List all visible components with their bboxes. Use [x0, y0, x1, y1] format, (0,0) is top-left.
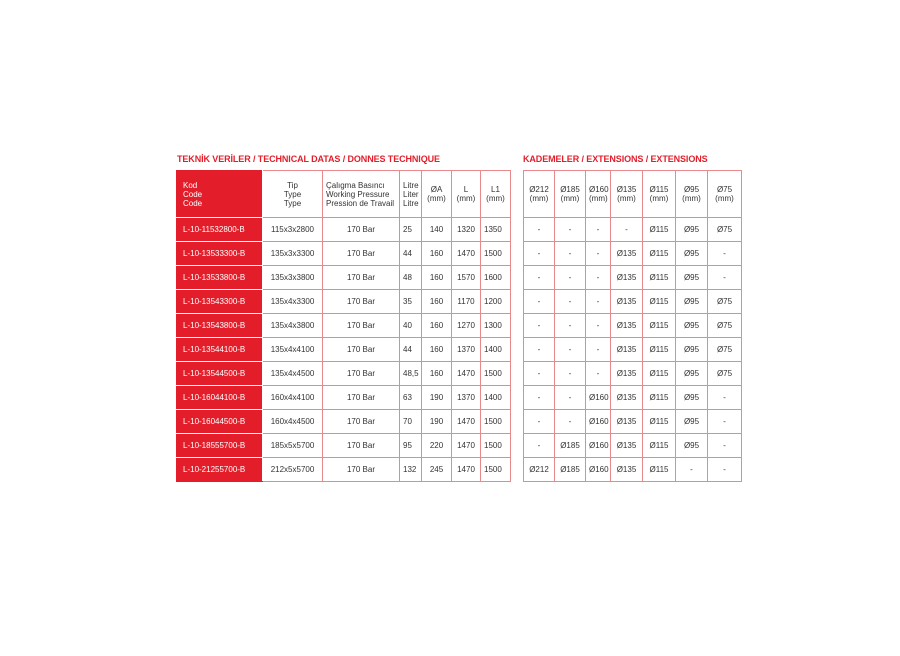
- type-cell: 115x3x2800: [263, 218, 323, 242]
- extension-cell: -: [611, 218, 643, 242]
- pressure-cell: 170 Bar: [323, 314, 400, 338]
- ext-header-95: Ø95 (mm): [676, 171, 708, 218]
- extension-cell: Ø95: [676, 362, 708, 386]
- code-cell: L-10-13533800-B: [177, 266, 263, 290]
- table-row: [177, 314, 511, 338]
- extension-cell: Ø160: [586, 434, 611, 458]
- code-cell: L-10-16044100-B: [177, 386, 263, 410]
- extension-cell: Ø135: [611, 290, 643, 314]
- extension-cell: Ø95: [676, 338, 708, 362]
- length-l1-cell: 1500: [481, 434, 511, 458]
- extension-cell: Ø185: [555, 434, 586, 458]
- volume-cell: 44: [400, 242, 422, 266]
- diameter-a-cell: 160: [422, 314, 452, 338]
- table-row: [177, 266, 511, 290]
- diameter-a-cell: 190: [422, 410, 452, 434]
- table-row: [177, 410, 511, 434]
- ext-header-115: Ø115 (mm): [643, 171, 676, 218]
- extension-cell: Ø95: [676, 266, 708, 290]
- extension-cell: -: [586, 338, 611, 362]
- pressure-cell: 170 Bar: [323, 458, 400, 482]
- extension-cell: Ø95: [676, 290, 708, 314]
- extension-cell: Ø95: [676, 434, 708, 458]
- code-cell: L-10-11532800-B: [177, 218, 263, 242]
- extension-cell: Ø115: [643, 410, 676, 434]
- extension-cell: Ø212: [524, 458, 555, 482]
- technical-data-table: [176, 170, 511, 482]
- volume-cell: 63: [400, 386, 422, 410]
- ext-header-75: Ø75 (mm): [708, 171, 742, 218]
- code-cell: L-10-13543300-B: [177, 290, 263, 314]
- extension-cell: Ø135: [611, 434, 643, 458]
- extension-cell: -: [524, 410, 555, 434]
- extension-row: [524, 218, 742, 242]
- table-row: [177, 290, 511, 314]
- length-l-cell: 1470: [452, 242, 481, 266]
- extension-cell: Ø75: [708, 218, 742, 242]
- length-l-header: L (mm): [452, 171, 481, 218]
- pressure-cell: 170 Bar: [323, 434, 400, 458]
- volume-header: Litre Liter Litre: [400, 171, 422, 218]
- length-l-cell: 1370: [452, 386, 481, 410]
- pressure-cell: 170 Bar: [323, 218, 400, 242]
- type-cell: 185x5x5700: [263, 434, 323, 458]
- diameter-a-cell: 245: [422, 458, 452, 482]
- table-row: [177, 386, 511, 410]
- type-cell: 160x4x4100: [263, 386, 323, 410]
- extensions-header-row: [524, 171, 742, 218]
- extension-cell: Ø135: [611, 266, 643, 290]
- code-cell: L-10-21255700-B: [177, 458, 263, 482]
- diameter-a-cell: 160: [422, 290, 452, 314]
- extension-cell: -: [676, 458, 708, 482]
- length-l-cell: 1370: [452, 338, 481, 362]
- ext-header-160: Ø160 (mm): [586, 171, 611, 218]
- ext-header-212: Ø212 (mm): [524, 171, 555, 218]
- table-row: [177, 458, 511, 482]
- extension-cell: Ø160: [586, 410, 611, 434]
- extension-cell: Ø135: [611, 410, 643, 434]
- length-l-cell: 1170: [452, 290, 481, 314]
- extension-cell: Ø135: [611, 314, 643, 338]
- extension-cell: Ø75: [708, 290, 742, 314]
- extension-cell: -: [555, 290, 586, 314]
- diameter-a-cell: 160: [422, 362, 452, 386]
- extension-cell: Ø75: [708, 362, 742, 386]
- extension-cell: -: [555, 266, 586, 290]
- extension-cell: Ø135: [611, 338, 643, 362]
- extension-cell: Ø160: [586, 386, 611, 410]
- extension-cell: Ø75: [708, 338, 742, 362]
- extension-cell: -: [586, 266, 611, 290]
- extension-row: [524, 242, 742, 266]
- technical-data-title: TEKNİK VERİLER / TECHNICAL DATAS / DONNES TECHNIQUE: [177, 154, 440, 164]
- volume-cell: 44: [400, 338, 422, 362]
- diameter-a-cell: 140: [422, 218, 452, 242]
- volume-cell: 25: [400, 218, 422, 242]
- type-cell: 160x4x4500: [263, 410, 323, 434]
- extension-row: [524, 362, 742, 386]
- extension-cell: -: [524, 434, 555, 458]
- table-row: [177, 434, 511, 458]
- technical-header-row: [177, 171, 511, 218]
- type-header: Tip Type Type: [263, 171, 323, 218]
- extension-cell: Ø135: [611, 362, 643, 386]
- extension-cell: -: [586, 290, 611, 314]
- extension-cell: Ø135: [611, 386, 643, 410]
- extension-cell: -: [586, 362, 611, 386]
- code-cell: L-10-18555700-B: [177, 434, 263, 458]
- extension-cell: -: [555, 362, 586, 386]
- type-cell: 135x4x3800: [263, 314, 323, 338]
- extension-cell: Ø160: [586, 458, 611, 482]
- type-cell: 212x5x5700: [263, 458, 323, 482]
- type-cell: 135x3x3300: [263, 242, 323, 266]
- ext-header-135: Ø135 (mm): [611, 171, 643, 218]
- length-l1-cell: 1300: [481, 314, 511, 338]
- length-l1-cell: 1500: [481, 410, 511, 434]
- extension-cell: Ø135: [611, 242, 643, 266]
- pressure-cell: 170 Bar: [323, 386, 400, 410]
- extension-cell: -: [708, 266, 742, 290]
- pressure-cell: 170 Bar: [323, 362, 400, 386]
- pressure-cell: 170 Bar: [323, 266, 400, 290]
- volume-cell: 35: [400, 290, 422, 314]
- extension-cell: Ø115: [643, 386, 676, 410]
- table-row: [177, 242, 511, 266]
- diameter-a-cell: 190: [422, 386, 452, 410]
- extension-cell: Ø95: [676, 314, 708, 338]
- length-l1-cell: 1400: [481, 338, 511, 362]
- extensions-table: [523, 170, 742, 482]
- pressure-header: Çalıgma Basıncı Working Pressure Pression de Travail: [323, 171, 400, 218]
- type-cell: 135x4x4500: [263, 362, 323, 386]
- extension-cell: -: [586, 218, 611, 242]
- extension-cell: -: [524, 386, 555, 410]
- extension-cell: -: [555, 386, 586, 410]
- code-cell: L-10-16044500-B: [177, 410, 263, 434]
- table-row: [177, 338, 511, 362]
- length-l-cell: 1320: [452, 218, 481, 242]
- extension-cell: -: [524, 338, 555, 362]
- extension-cell: Ø115: [643, 338, 676, 362]
- extension-cell: -: [555, 314, 586, 338]
- extension-cell: Ø115: [643, 458, 676, 482]
- extension-cell: -: [524, 290, 555, 314]
- length-l-cell: 1470: [452, 434, 481, 458]
- extension-row: [524, 314, 742, 338]
- extension-cell: Ø115: [643, 218, 676, 242]
- code-cell: L-10-13544100-B: [177, 338, 263, 362]
- length-l1-cell: 1500: [481, 362, 511, 386]
- extension-cell: -: [708, 458, 742, 482]
- pressure-cell: 170 Bar: [323, 338, 400, 362]
- type-cell: 135x4x4100: [263, 338, 323, 362]
- diameter-a-cell: 160: [422, 242, 452, 266]
- extension-row: [524, 266, 742, 290]
- diameter-a-header: ØA (mm): [422, 171, 452, 218]
- volume-cell: 70: [400, 410, 422, 434]
- extension-cell: -: [524, 314, 555, 338]
- length-l1-header: L1 (mm): [481, 171, 511, 218]
- length-l-cell: 1470: [452, 362, 481, 386]
- extension-cell: Ø115: [643, 314, 676, 338]
- pressure-cell: 170 Bar: [323, 290, 400, 314]
- extension-cell: Ø95: [676, 218, 708, 242]
- table-row: [177, 218, 511, 242]
- extension-cell: -: [555, 218, 586, 242]
- length-l1-cell: 1200: [481, 290, 511, 314]
- extensions-title: KADEMELER / EXTENSIONS / EXTENSIONS: [523, 154, 708, 164]
- extension-cell: Ø95: [676, 386, 708, 410]
- volume-cell: 95: [400, 434, 422, 458]
- extension-row: [524, 458, 742, 482]
- extension-row: [524, 410, 742, 434]
- extension-cell: Ø115: [643, 362, 676, 386]
- pressure-cell: 170 Bar: [323, 410, 400, 434]
- length-l-cell: 1470: [452, 458, 481, 482]
- extension-cell: -: [555, 410, 586, 434]
- diameter-a-cell: 160: [422, 338, 452, 362]
- type-cell: 135x3x3800: [263, 266, 323, 290]
- extension-cell: Ø115: [643, 434, 676, 458]
- extension-row: [524, 338, 742, 362]
- diameter-a-cell: 220: [422, 434, 452, 458]
- extension-cell: -: [586, 314, 611, 338]
- code-cell: L-10-13543800-B: [177, 314, 263, 338]
- extension-cell: Ø135: [611, 458, 643, 482]
- ext-header-185: Ø185 (mm): [555, 171, 586, 218]
- code-cell: L-10-13544500-B: [177, 362, 263, 386]
- extension-cell: Ø115: [643, 266, 676, 290]
- length-l1-cell: 1500: [481, 458, 511, 482]
- code-header: Kod Code Code: [177, 171, 263, 218]
- table-row: [177, 362, 511, 386]
- extension-cell: Ø115: [643, 290, 676, 314]
- extension-cell: Ø95: [676, 242, 708, 266]
- length-l1-cell: 1500: [481, 242, 511, 266]
- extension-cell: -: [524, 266, 555, 290]
- extension-cell: -: [708, 386, 742, 410]
- code-cell: L-10-13533300-B: [177, 242, 263, 266]
- extension-row: [524, 290, 742, 314]
- extension-cell: -: [708, 242, 742, 266]
- length-l-cell: 1570: [452, 266, 481, 290]
- extension-cell: -: [586, 242, 611, 266]
- extension-row: [524, 386, 742, 410]
- extension-cell: Ø185: [555, 458, 586, 482]
- extension-cell: Ø95: [676, 410, 708, 434]
- volume-cell: 132: [400, 458, 422, 482]
- extension-cell: -: [708, 434, 742, 458]
- length-l-cell: 1470: [452, 410, 481, 434]
- length-l-cell: 1270: [452, 314, 481, 338]
- pressure-cell: 170 Bar: [323, 242, 400, 266]
- extension-cell: -: [555, 242, 586, 266]
- volume-cell: 48,5: [400, 362, 422, 386]
- extension-row: [524, 434, 742, 458]
- diameter-a-cell: 160: [422, 266, 452, 290]
- length-l1-cell: 1600: [481, 266, 511, 290]
- extension-cell: -: [708, 410, 742, 434]
- volume-cell: 48: [400, 266, 422, 290]
- extension-cell: -: [524, 362, 555, 386]
- extension-cell: -: [524, 242, 555, 266]
- type-cell: 135x4x3300: [263, 290, 323, 314]
- volume-cell: 40: [400, 314, 422, 338]
- length-l1-cell: 1350: [481, 218, 511, 242]
- extension-cell: -: [555, 338, 586, 362]
- extension-cell: Ø115: [643, 242, 676, 266]
- extension-cell: Ø75: [708, 314, 742, 338]
- extension-cell: -: [524, 218, 555, 242]
- length-l1-cell: 1400: [481, 386, 511, 410]
